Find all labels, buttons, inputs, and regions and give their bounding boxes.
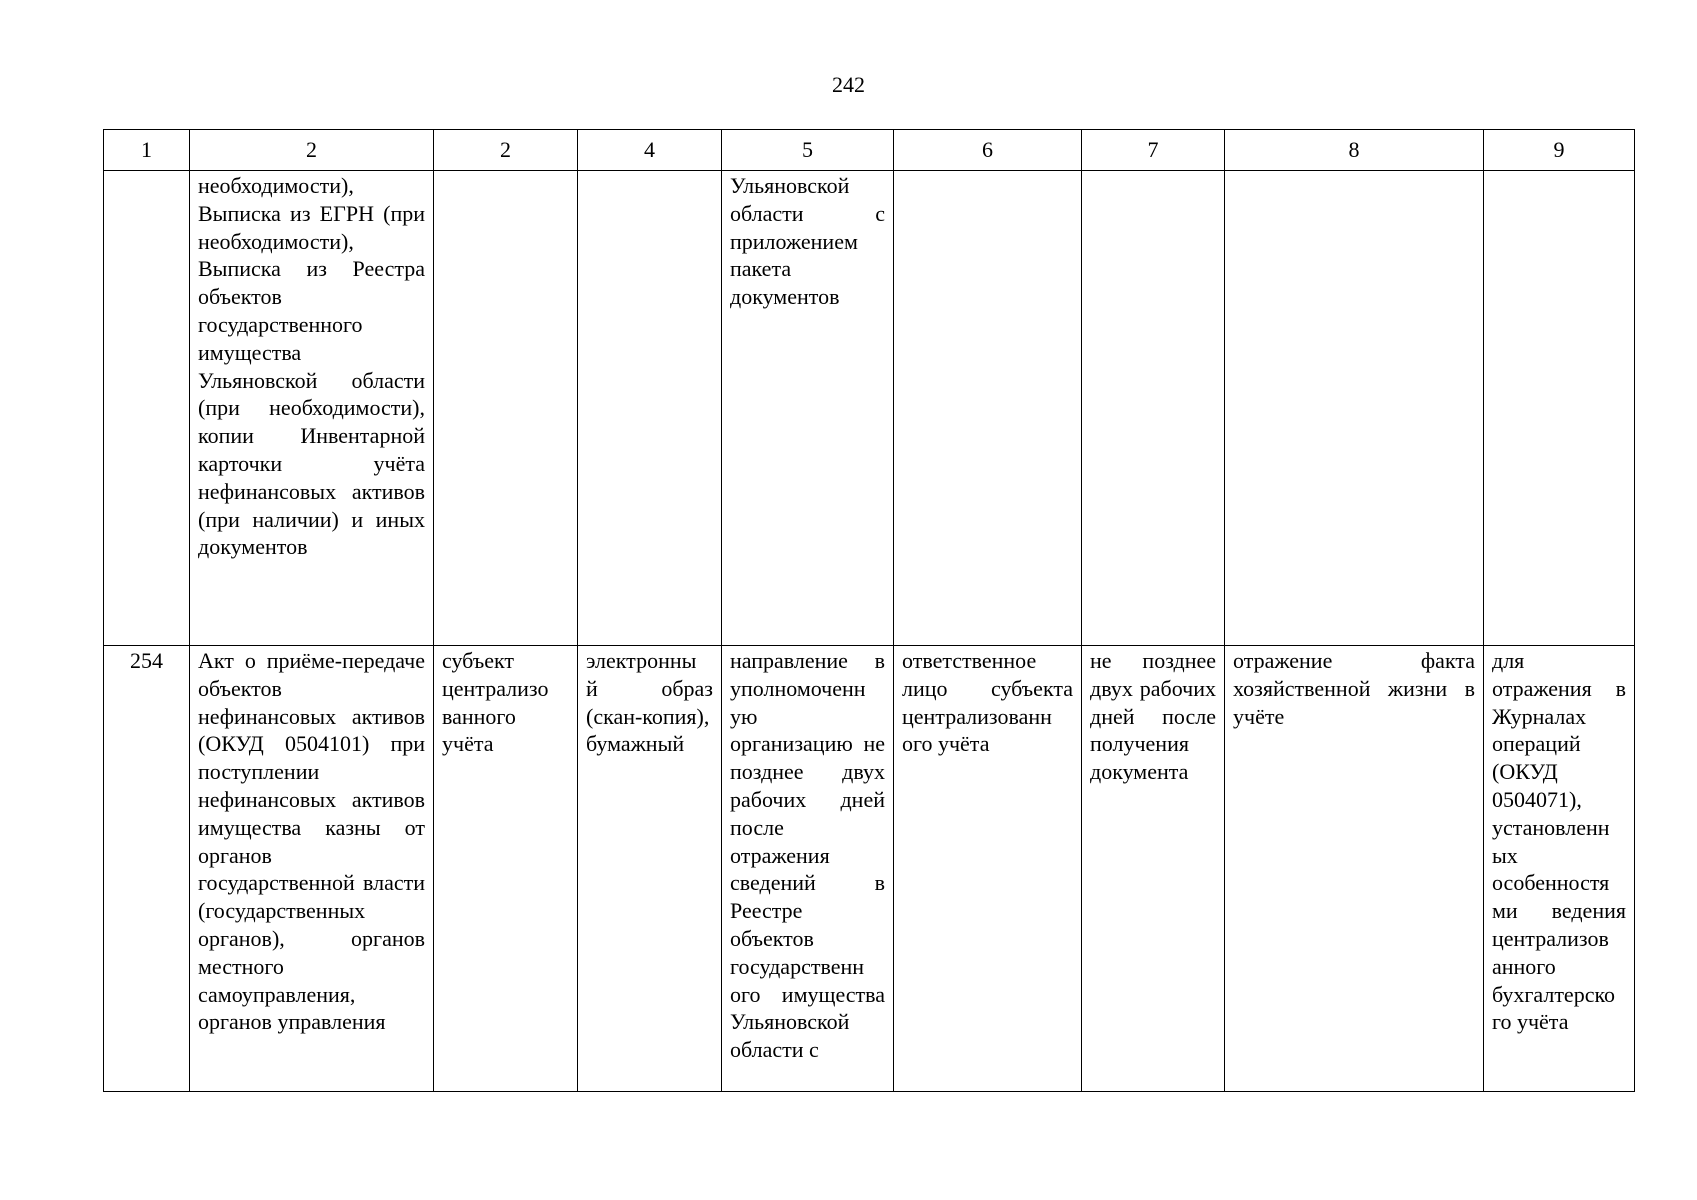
cell-text: направление в уполномоченн ую организацию не позднее двух рабочих дней после отражения сведений в Реестре объектов государственн ого имущества Ульяновской области с <box>730 648 885 1063</box>
table-cell <box>434 171 578 646</box>
header-cell: 6 <box>894 130 1082 171</box>
cell-text: Акт о приёме-передаче объектов нефинансовых активов (ОКУД 0504101) при поступлении нефинансовых активов имущества казны от органов государственной власти (государственных органов), органов местного самоуправления, органов управления <box>198 648 425 1035</box>
table-cell <box>1225 646 1484 1092</box>
row-number-cell <box>104 646 190 1092</box>
cell-text: не позднее двух рабочих дней после получения документа <box>1090 648 1216 785</box>
header-cell: 1 <box>104 130 190 171</box>
header-cell: 2 <box>434 130 578 171</box>
cell-text: субъект централизо ванного учёта <box>442 648 549 757</box>
document-name-cell <box>190 171 434 646</box>
table-cell <box>894 171 1082 646</box>
table-row <box>104 646 1635 1092</box>
table-row <box>104 171 1635 646</box>
cell-text: необходимости), Выписка из ЕГРН (при необходимости), Выписка из Реестра объектов государственного имущества Ульяновской области (при необходимости), копии Инвентарной карточки учёта нефинансовых активов (при наличии) и иных документов <box>198 173 425 560</box>
table-cell <box>1484 171 1635 646</box>
cell-text: 254 <box>130 648 163 673</box>
page-number: 242 <box>832 72 865 97</box>
document-name-cell <box>190 646 434 1092</box>
table-cell <box>578 171 722 646</box>
table-cell <box>578 646 722 1092</box>
header-cell: 5 <box>722 130 894 171</box>
cell-text: Ульяновской области с приложением пакета документов <box>730 173 885 310</box>
header-cell: 4 <box>578 130 722 171</box>
table-cell <box>1082 171 1225 646</box>
table-cell <box>722 171 894 646</box>
cell-text: ответственное лицо субъекта централизованн ого учёта <box>902 648 1073 757</box>
cell-text: электронны й образ (скан-копия), бумажный <box>586 648 713 757</box>
cell-text: для отражения в Журналах операций (ОКУД 0504071), установленн ых особенностя ми ведения централизов анного бухгалтерско го учёта <box>1492 648 1626 1035</box>
table-header-row <box>104 130 1635 171</box>
header-cell: 8 <box>1225 130 1484 171</box>
header-cell: 7 <box>1082 130 1225 171</box>
table-cell <box>1225 171 1484 646</box>
table-cell <box>1484 646 1635 1092</box>
table-cell <box>1082 646 1225 1092</box>
document-table <box>103 129 1635 1092</box>
cell-text: отражение факта хозяйственной жизни в учёте <box>1233 648 1475 729</box>
table-cell <box>434 646 578 1092</box>
header-cell: 2 <box>190 130 434 171</box>
table-cell <box>722 646 894 1092</box>
header-cell: 9 <box>1484 130 1635 171</box>
table-cell <box>894 646 1082 1092</box>
row-number-cell <box>104 171 190 646</box>
